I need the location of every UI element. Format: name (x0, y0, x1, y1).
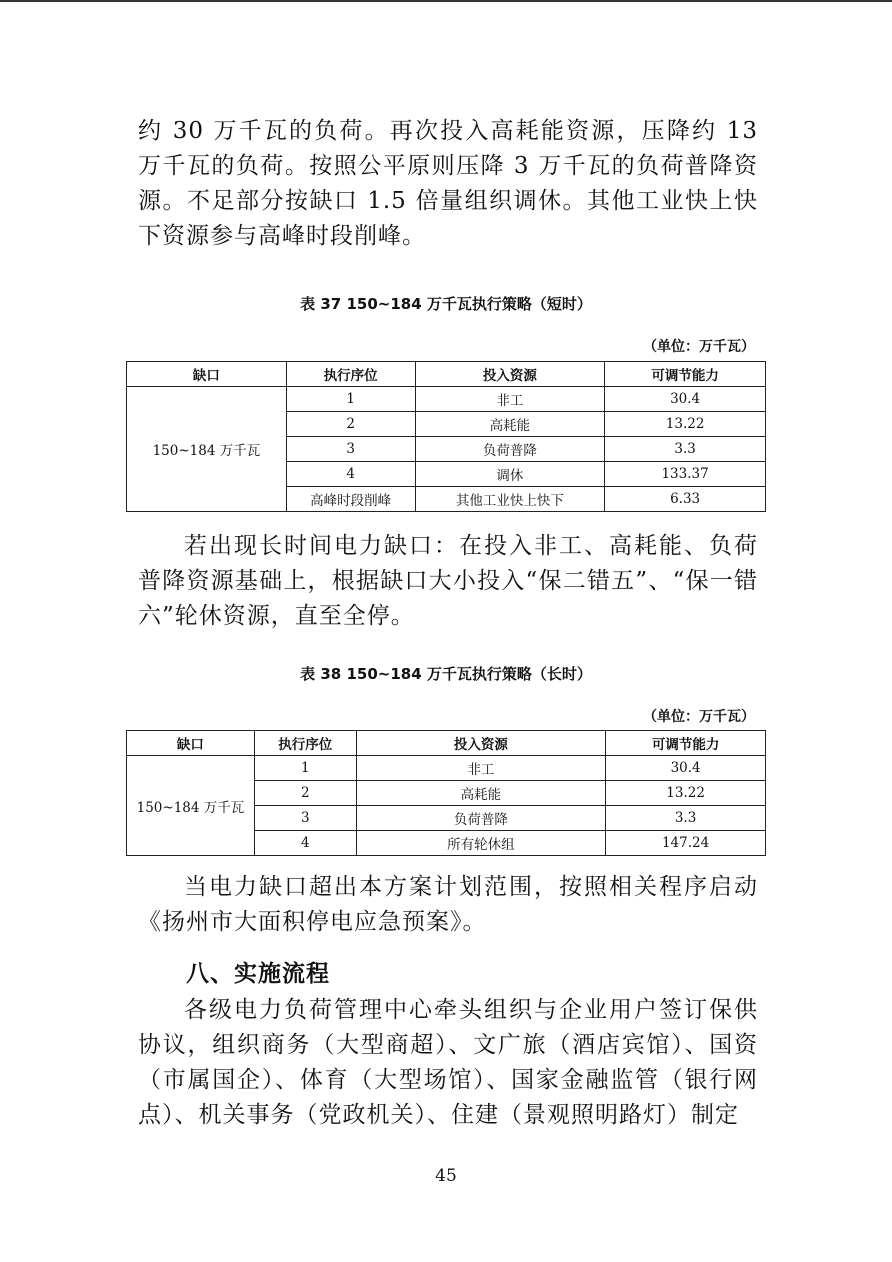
resource-cell: 其他工业快上快下 (415, 487, 605, 512)
table-38-unit: （单位：万千瓦） (643, 709, 755, 725)
col-header-resource: 投入资源 (356, 731, 606, 756)
resource-cell: 高耗能 (415, 412, 605, 437)
order-cell: 3 (254, 806, 356, 831)
table-38-caption: 表 38 150~184 万千瓦执行策略（长时） (300, 665, 592, 683)
paragraph-continued: 约 30 万千瓦的负荷。再次投入高耗能资源，压降约 13 万千瓦的负荷。按照公平原则压降 3 万千瓦的负荷普降资源。不足部分按缺口 1.5 倍量组织调休。其他工业快上快下资源参与高峰时段削峰。 (138, 118, 758, 249)
col-header-order: 执行序位 (286, 362, 415, 387)
capacity-cell: 13.22 (605, 412, 766, 437)
paragraph-emergency-plan: 当电力缺口超出本方案计划范围，按照相关程序启动《扬州市大面积停电应急预案》。 (138, 874, 758, 935)
capacity-cell: 147.24 (606, 831, 766, 856)
order-cell: 2 (254, 781, 356, 806)
capacity-cell: 133.37 (605, 462, 766, 487)
col-header-capacity: 可调节能力 (606, 731, 766, 756)
resource-cell: 高耗能 (356, 781, 606, 806)
col-header-order: 执行序位 (254, 731, 356, 756)
order-cell: 3 (286, 437, 415, 462)
order-cell: 高峰时段削峰 (286, 487, 415, 512)
paragraph-implementation: 各级电力负荷管理中心牵头组织与企业用户签订保供协议，组织商务（大型商超）、文广旅（酒店宾馆）、国资（市属国企）、体育（大型场馆）、国家金融监管（银行网点）、机关事务（党政机关）、住建（景观照明路灯）制定 (138, 997, 758, 1128)
resource-cell: 负荷普降 (415, 437, 605, 462)
resource-cell: 负荷普降 (356, 806, 606, 831)
capacity-cell: 13.22 (606, 781, 766, 806)
col-header-gap: 缺口 (127, 362, 287, 387)
table-header-row (127, 362, 766, 387)
resource-cell: 所有轮休组 (356, 831, 606, 856)
gap-cell: 150~184 万千瓦 (127, 387, 287, 512)
table-row (127, 756, 766, 781)
table-37-caption: 表 37 150~184 万千瓦执行策略（短时） (300, 295, 592, 313)
table-row (127, 387, 766, 412)
resource-cell: 调休 (415, 462, 605, 487)
order-cell: 4 (254, 831, 356, 856)
table-37 (126, 361, 766, 512)
capacity-cell: 30.4 (606, 756, 766, 781)
order-cell: 4 (286, 462, 415, 487)
paragraph-long-shortage: 若出现长时间电力缺口：在投入非工、高耗能、负荷普降资源基础上，根据缺口大小投入“保二错五”、“保一错六”轮休资源，直至全停。 (138, 533, 758, 629)
resource-cell: 非工 (356, 756, 606, 781)
col-header-resource: 投入资源 (415, 362, 605, 387)
section-heading: 八、实施流程 (186, 961, 330, 987)
table-header-row (127, 731, 766, 756)
page-top-border (0, 0, 892, 2)
capacity-cell: 6.33 (605, 487, 766, 512)
order-cell: 2 (286, 412, 415, 437)
capacity-cell: 30.4 (605, 387, 766, 412)
capacity-cell: 3.3 (605, 437, 766, 462)
table-37-unit: （单位：万千瓦） (643, 339, 755, 355)
order-cell: 1 (254, 756, 356, 781)
page-number: 45 (435, 1166, 457, 1186)
resource-cell: 非工 (415, 387, 605, 412)
table-38 (126, 730, 766, 856)
capacity-cell: 3.3 (606, 806, 766, 831)
col-header-capacity: 可调节能力 (605, 362, 766, 387)
col-header-gap: 缺口 (127, 731, 255, 756)
gap-cell: 150~184 万千瓦 (127, 756, 255, 856)
order-cell: 1 (286, 387, 415, 412)
